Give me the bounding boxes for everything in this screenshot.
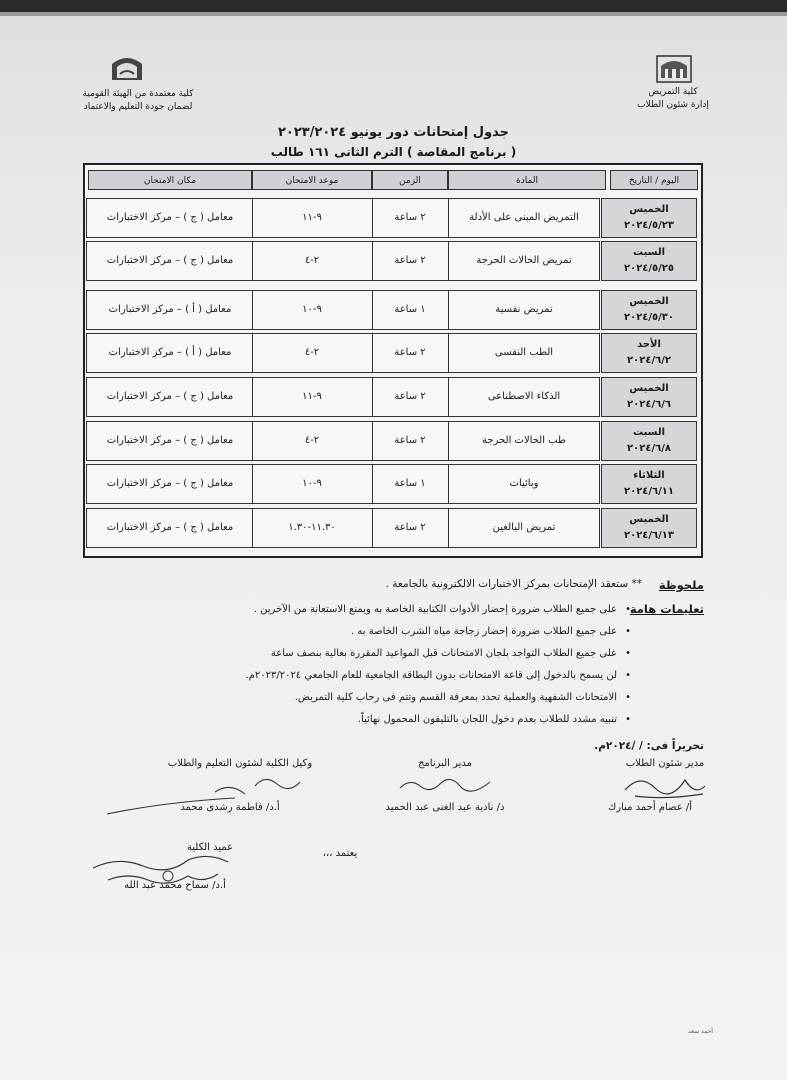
time-cell: ٢-٤ xyxy=(304,347,320,358)
time-cell: ٩-١١ xyxy=(302,212,322,223)
dean-title: عميد الكلية xyxy=(186,842,234,853)
day-name: الخميس xyxy=(629,514,669,525)
day-cell xyxy=(601,464,697,504)
time-cell: ٢-٤ xyxy=(304,255,320,266)
date-line: تحريراً فى: / /٢٠٢٤م. xyxy=(594,740,704,752)
header-day: اليوم / التاريخ xyxy=(610,170,698,190)
instructions-label-text: تعليمات هامة xyxy=(629,602,704,616)
page-subtitle: ( برنامج المقاصة ) الترم الثانى ١٦١ طالب xyxy=(270,145,517,159)
instruction-item: على جميع الطلاب ضرورة إحضار الأدوات الكتابية الخاصة به ويمنع الاستعانة من الآخرين . • xyxy=(254,604,617,615)
place-cell: معامل ( ج ) – مركز الاختبارات xyxy=(106,255,234,266)
accreditation-line2: لضمان جودة التعليم والاعتماد xyxy=(83,102,193,112)
instructions-label xyxy=(630,602,704,616)
day-name: السبت xyxy=(632,427,666,438)
header-time: موعد الامتحان xyxy=(252,170,372,190)
sig3-signature xyxy=(105,772,305,818)
day-name: الخميس xyxy=(629,383,669,394)
scan-edge-shadow xyxy=(0,12,787,16)
day-cell xyxy=(601,421,697,461)
sig2-signature xyxy=(395,770,495,798)
time-cell: ٩-١١ xyxy=(302,391,322,402)
day-name: الثلاثاء xyxy=(633,470,665,481)
note-label xyxy=(659,578,704,592)
day-date: ٢٠٢٤/٥/٢٣ xyxy=(623,220,675,231)
time-cell: ٩-١٠ xyxy=(302,478,322,489)
duration-cell: ٢ ساعة xyxy=(394,255,426,266)
department-name: إدارة شئون الطلاب xyxy=(637,100,709,110)
sig3-name: أ.د/ فاطمة رشدى محمد xyxy=(180,802,280,813)
subject-cell: تمريض البالغين xyxy=(492,522,556,533)
faculty-logo xyxy=(655,52,693,84)
day-name: الأحد xyxy=(637,339,661,350)
note-label-text: ملحوظة xyxy=(658,578,704,592)
day-cell xyxy=(601,333,697,373)
subject-cell: الذكاء الاصطناعى xyxy=(487,391,561,402)
instruction-item: على جميع الطلاب ضرورة إحضار زجاجة مياه الشرب الخاصة به . • xyxy=(351,626,617,637)
footer-initials: أحمد سعد xyxy=(688,1028,713,1035)
header-subject: المادة xyxy=(448,170,606,190)
duration-cell: ٢ ساعة xyxy=(394,391,426,402)
duration-cell: ٢ ساعة xyxy=(394,522,426,533)
header-place: مكان الامتحان xyxy=(88,170,252,190)
place-cell: معامل ( أ ) – مركز الاختبارات xyxy=(108,304,232,315)
accreditation-logo xyxy=(108,52,146,84)
subject-cell: التمريض المبنى على الأدلة xyxy=(469,212,579,223)
sig1-title: مدير شئون الطلاب xyxy=(625,758,705,769)
note-text: ** ستعقد الإمتحانات بمركز الاختبارات الالكترونية بالجامعة . xyxy=(385,578,642,590)
duration-cell: ٢ ساعة xyxy=(394,347,426,358)
place-cell: معامل ( ج ) – مركز الاختبارات xyxy=(106,391,234,402)
duration-cell: ١ ساعة xyxy=(394,478,426,489)
approval-text: يعتمد ،،، xyxy=(322,848,358,859)
header-duration: الزمن xyxy=(372,170,448,190)
day-cell xyxy=(601,198,697,238)
day-date: ٢٠٢٤/٥/٢٥ xyxy=(623,263,675,274)
time-cell: ١١.٣٠-١.٣٠ xyxy=(288,522,336,533)
day-name: الخميس xyxy=(629,204,669,215)
sig1-signature xyxy=(615,768,710,802)
place-cell: معامل ( ج ) – مركز الاختبارات xyxy=(106,212,234,223)
day-cell xyxy=(601,377,697,417)
instruction-item: لن يسمح بالدخول إلى قاعة الامتحانات بدون البطاقة الجامعية للعام الجامعي ٢٠٢٣/٢٠٢٤م. • xyxy=(245,670,617,681)
day-name: السبت xyxy=(632,247,666,258)
duration-cell: ١ ساعة xyxy=(394,304,426,315)
day-cell xyxy=(601,290,697,330)
day-date: ٢٠٢٤/٦/١١ xyxy=(623,486,675,497)
place-cell: معامل ( أ ) – مركز الاختبارات xyxy=(108,347,232,358)
subject-cell: تمريض الحالات الحرجة xyxy=(476,255,572,266)
day-date: ٢٠٢٤/٦/٨ xyxy=(627,443,671,454)
instruction-item: الامتحانات الشفهية والعملية تحدد بمعرفة القسم وتتم فى رحاب كلية التمريض. • xyxy=(295,692,617,703)
time-cell: ٩-١٠ xyxy=(302,304,322,315)
day-name: الخميس xyxy=(629,296,669,307)
accreditation-line1: كلية معتمدة من الهيئة القومية xyxy=(82,89,194,99)
instruction-item: تنبيه مشدد للطلاب بعدم دخول اللجان بالتليفون المحمول نهائياً. • xyxy=(358,714,617,725)
duration-cell: ٢ ساعة xyxy=(394,212,426,223)
sig2-name: د/ نادية عبد الغنى عبد الحميد xyxy=(385,802,505,813)
place-cell: معامل ( ج ) – مركز الاختبارات xyxy=(106,435,234,446)
day-cell xyxy=(601,508,697,548)
subject-cell: الطب النفسى xyxy=(494,347,554,358)
time-cell: ٢-٤ xyxy=(304,435,320,446)
college-name: كلية التمريض xyxy=(648,87,698,97)
dean-signature xyxy=(88,850,248,890)
day-date: ٢٠٢٤/٦/٦ xyxy=(627,399,671,410)
day-date: ٢٠٢٤/٦/٢ xyxy=(627,355,671,366)
instruction-item: على جميع الطلاب التواجد بلجان الامتحانات قبل المواعيد المقررة بعالية بنصف ساعة • xyxy=(271,648,617,659)
page-title: جدول إمتحانات دور يونيو ٢٠٢٣/٢٠٢٤ xyxy=(277,125,510,140)
scan-edge-top xyxy=(0,0,787,12)
sig1-name: أ/ عصام أحمد مبارك xyxy=(607,802,693,813)
place-cell: معامل ( ج ) – مركز الاختبارات xyxy=(106,478,234,489)
dean-name: أ.د/ سماح محمد عبد الله xyxy=(124,880,226,891)
sig2-title: مدير البرنامج xyxy=(417,758,473,769)
day-date: ٢٠٢٤/٥/٣٠ xyxy=(623,312,675,323)
day-date: ٢٠٢٤/٦/١٣ xyxy=(623,530,675,541)
subject-cell: طب الحالات الحرجة xyxy=(482,435,566,446)
duration-cell: ٢ ساعة xyxy=(394,435,426,446)
day-cell xyxy=(601,241,697,281)
sig3-title: وكيل الكلية لشئون التعليم والطلاب xyxy=(167,758,313,769)
subject-cell: وبائيات xyxy=(509,478,539,489)
subject-cell: تمريض نفسية xyxy=(495,304,553,315)
place-cell: معامل ( ج ) – مركز الاختبارات xyxy=(106,522,234,533)
